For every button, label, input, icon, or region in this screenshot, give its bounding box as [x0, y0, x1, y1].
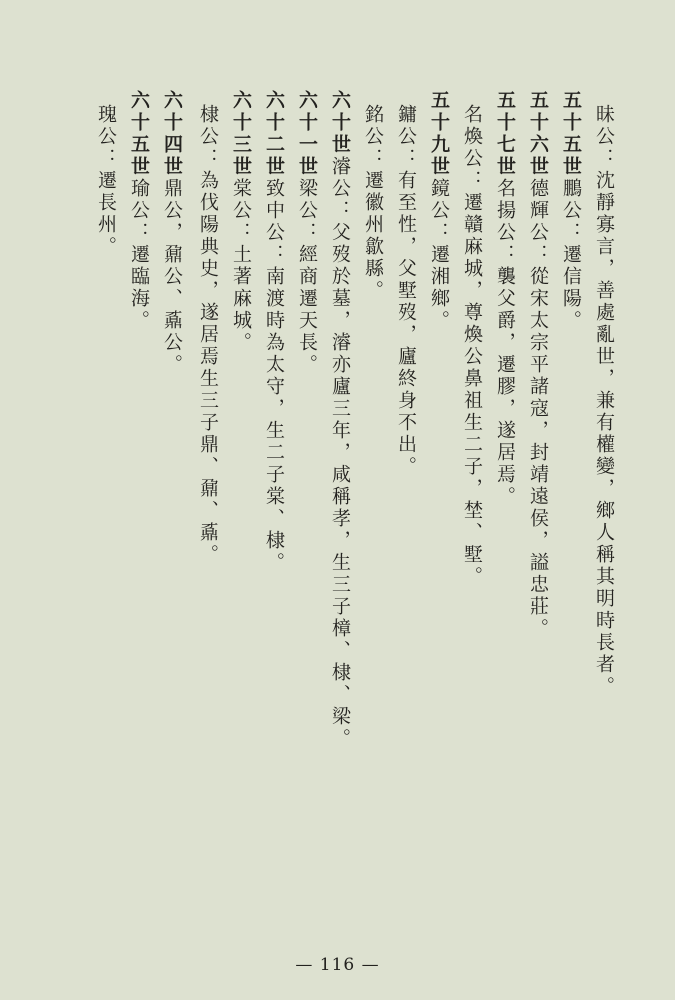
entry-text: 瑜公：遷臨海。	[128, 178, 150, 332]
generation-heading: 五十九世	[428, 90, 450, 178]
text-column	[591, 104, 617, 698]
text-column	[525, 90, 551, 640]
entry-text: 濬公：父歿於墓，濬亦廬三年，咸稱孝，生三子樟、棣、梁。	[329, 156, 351, 750]
text-column	[558, 90, 584, 332]
entry-text: 棠公：土著麻城。	[230, 178, 252, 354]
entry-text: 鼎公，鼐公、鼒公。	[161, 178, 183, 376]
text-column	[426, 90, 452, 332]
generation-heading: 六十四世	[161, 90, 183, 178]
generation-heading: 六十二世	[263, 90, 285, 178]
text-column	[459, 104, 485, 588]
generation-heading: 五十五世	[560, 90, 582, 178]
generation-heading: 六十三世	[230, 90, 252, 178]
entry-text: 致中公：南渡時為太守，生二子棠、棣。	[263, 178, 285, 574]
generation-heading: 六十一世	[296, 90, 318, 178]
generation-heading: 六十世	[329, 90, 351, 156]
text-column	[393, 104, 419, 478]
entry-text: 昧公：沈靜寡言，善處亂世，兼有權變，鄉人稱其明時長者。	[593, 104, 615, 698]
entry-text: 鵬公：遷信陽。	[560, 178, 582, 332]
text-column	[195, 104, 221, 566]
entry-text: 梁公：經商遷天長。	[296, 178, 318, 376]
entry-text: 鏞公：有至性，父墅歿，廬終身不出。	[395, 104, 417, 478]
generation-heading: 六十五世	[128, 90, 150, 178]
entry-text: 名揚公：襲父爵，遷膠，遂居焉。	[494, 178, 516, 508]
text-column	[492, 90, 518, 508]
page-number: — 116 —	[295, 955, 380, 975]
text-column	[159, 90, 185, 376]
entry-text: 瑰公：遷長州。	[95, 104, 117, 258]
entry-text: 鏡公：遷湘鄉。	[428, 178, 450, 332]
text-column	[360, 104, 386, 302]
entry-text: 名煥公：遷贛麻城，尊煥公鼻祖生二子，埜、墅。	[461, 104, 483, 588]
generation-heading: 五十六世	[527, 90, 549, 178]
text-column	[261, 90, 287, 574]
generation-heading: 五十七世	[494, 90, 516, 178]
text-column	[327, 90, 353, 750]
text-column	[93, 104, 119, 258]
text-column	[126, 90, 152, 332]
text-column	[294, 90, 320, 376]
entry-text: 德輝公：從宋太宗平諸寇，封靖遠侯，謚忠莊。	[527, 178, 549, 640]
entry-text: 棣公：為伐陽典史，遂居焉生三子鼎、鼐、鼒。	[197, 104, 219, 566]
text-column	[228, 90, 254, 354]
entry-text: 銘公：遷徽州歙縣。	[362, 104, 384, 302]
